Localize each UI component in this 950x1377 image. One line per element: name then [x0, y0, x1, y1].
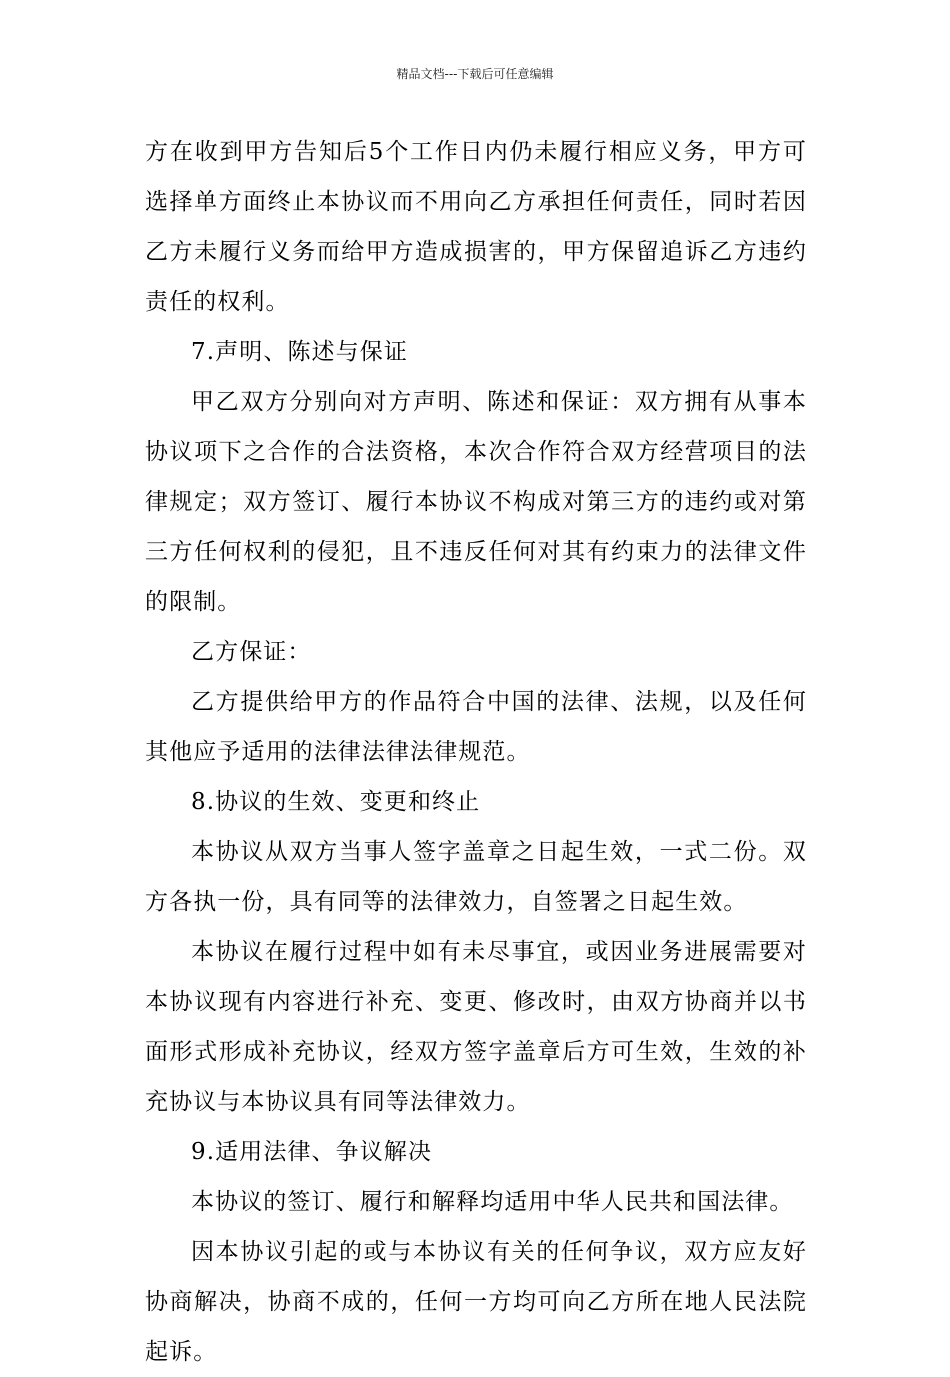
paragraph-party-b-guarantee-label: 乙方保证：	[191, 639, 312, 665]
page-header: 精品文档---下载后可任意编辑	[396, 67, 554, 81]
paragraph-declaration: 甲乙双方分别向对方声明、陈述和保证：双方拥有从事本协议项下之合作的合法资格，本次合作符合双方经营项目的法律规定；双方签订、履行本协议不构成对第三方的违约或对第三方任何权利的侵犯，且不违反任何对其有约束力的法律文件的限制。	[145, 389, 807, 615]
paragraph-amendment: 本协议在履行过程中如有未尽事宜，或因业务进展需要对本协议现有内容进行补充、变更、修改时，由双方协商并以书面形式形成补充协议，经双方签字盖章后方可生效，生效的补充协议与本协议具有同等法律效力。	[145, 939, 807, 1115]
document-body	[145, 127, 807, 1377]
section-heading-9: 9.适用法律、争议解决	[191, 1139, 433, 1165]
section-heading-8: 8.协议的生效、变更和终止	[191, 789, 481, 815]
section-heading-7: 7.声明、陈述与保证	[191, 339, 408, 365]
paragraph-continuation: 方在收到甲方告知后5个工作日内仍未履行相应义务，甲方可选择单方面终止本协议而不用向乙方承担任何责任，同时若因乙方未履行义务而给甲方造成损害的，甲方保留追诉乙方违约责任的权利。	[145, 139, 807, 315]
paragraph-governing-law: 本协议的签订、履行和解释均适用中华人民共和国法律。	[191, 1189, 794, 1215]
paragraph-dispute-resolution: 因本协议引起的或与本协议有关的任何争议，双方应友好协商解决，协商不成的，任何一方均可向乙方所在地人民法院起诉。	[145, 1239, 807, 1365]
paragraph-party-b-guarantee: 乙方提供给甲方的作品符合中国的法律、法规，以及任何其他应予适用的法律法律法律规范。	[145, 689, 807, 765]
paragraph-effectiveness: 本协议从双方当事人签字盖章之日起生效，一式二份。双方各执一份，具有同等的法律效力，自签署之日起生效。	[145, 839, 807, 915]
